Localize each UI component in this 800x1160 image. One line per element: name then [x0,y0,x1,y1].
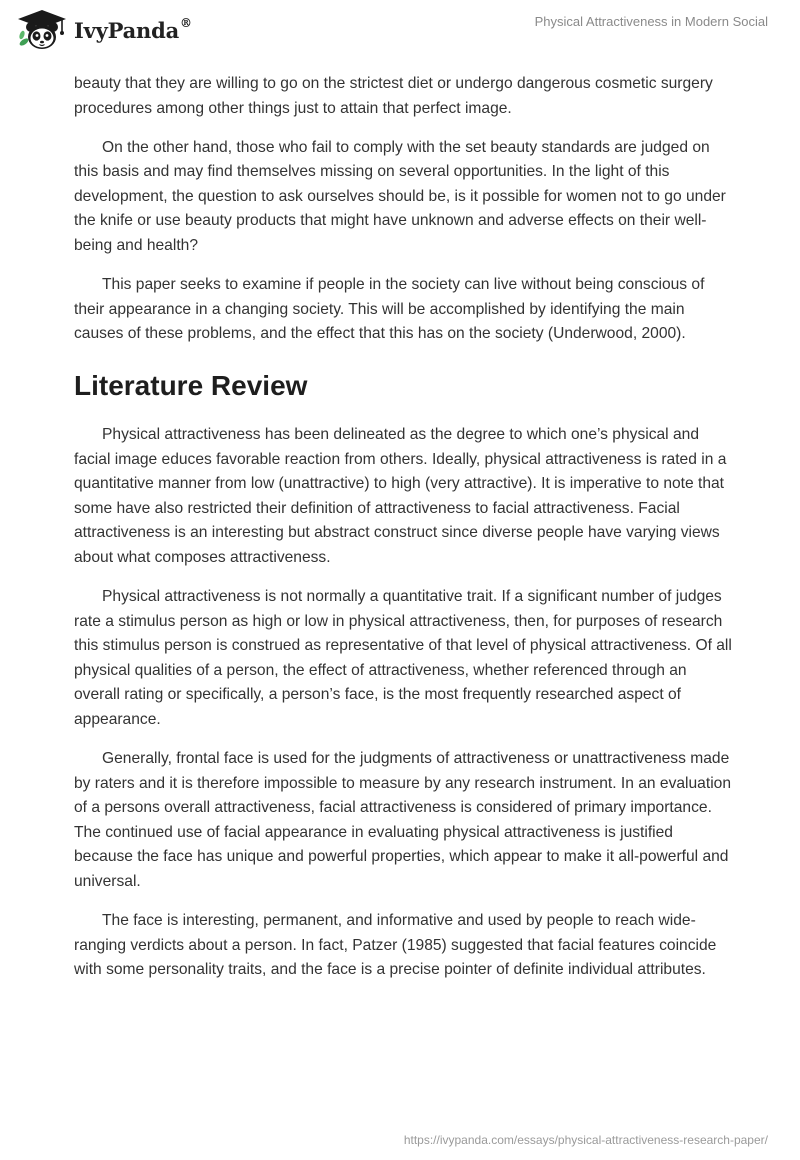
paragraph: On the other hand, those who fail to comply with the set beauty standards are judged on this basis and may find themselves missing on several opportunities. In the light of this development, the question to ask ourselves should be, is it possible for women not to go under the knife or use beauty products that might have unknown and adverse effects on their well-being and health? [74,138,726,255]
paragraph: beauty that they are willing to go on the strictest diet or undergo dangerous cosmetic surgery procedures among other things just to attain that perfect image. [74,75,713,117]
page-header [0,0,800,70]
document-body [74,72,734,997]
registered-mark: ® [180,15,192,30]
paragraph: Physical attractiveness is not normally a quantitative trait. If a significant number of judges rate a stimulus person as high or low in physical attractiveness, then, for purposes of research this stimulus person is construed as representative of that level of physical attractiveness. Of all physical qualities of a person, the effect of attractiveness, whether referenced through an overall rating or specifically, a person’s face, is the most frequently researched aspect of appearance. [74,588,732,728]
paragraph: This paper seeks to examine if people in the society can live without being conscious of their appearance in a changing society. This will be accomplished by identifying the main causes of these problems, and the effect that this has on the society (Underwood, 2000). [74,276,705,343]
source-url[interactable]: https://ivypanda.com/essays/physical-attractiveness-research-paper/ [403,1133,768,1147]
brand-name: IvyPanda® [74,15,192,43]
paragraph: Generally, frontal face is used for the judgments of attractiveness or unattractiveness made by raters and it is therefore impossible to measure by any research instrument. In an evaluation of a persons overall attractiveness, facial attractiveness is considered of primary importance. The continued use of facial appearance in evaluating physical attractiveness is justified because the face has unique and powerful properties, which appear to make it all-powerful and universal. [74,750,732,891]
brand-logo[interactable] [16,8,192,52]
running-title: Physical Attractiveness in Modern Social [534,14,768,29]
paragraph: Physical attractiveness has been delineated as the degree to which one’s physical and facial image educes favorable reaction from others. Ideally, physical attractiveness is rated in a quantitative manner from low (unattractive) to high (very attractive). It is imperative to note that some have also restricted their definition of attractiveness to facial attractiveness. Facial attractiveness is an interesting but abstract construct since diverse people have varying views about what composes attractiveness. [74,425,727,566]
panda-graduate-icon [16,8,68,52]
paragraph: The face is interesting, permanent, and informative and used by people to reach wide-ranging verdicts about a person. In fact, Patzer (1985) suggested that facial features coincide with some personality traits, and the face is a precise pointer of definite individual attributes. [74,912,717,979]
section-heading: Literature Review [74,369,308,401]
